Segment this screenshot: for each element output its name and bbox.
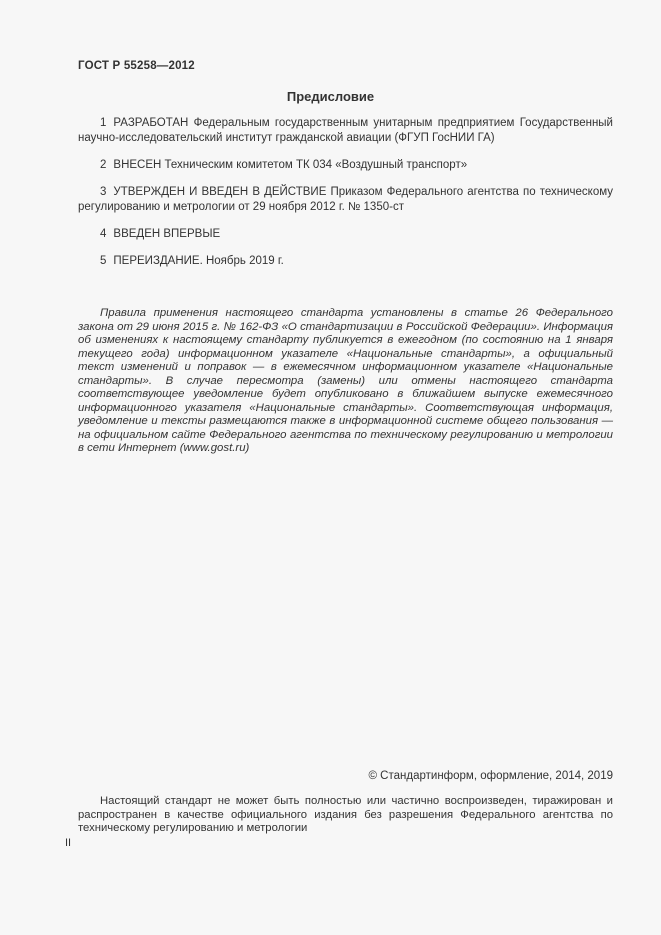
preface-heading: Предисловие — [286, 89, 375, 104]
preface-item — [78, 158, 613, 173]
preface-item-text: РАЗРАБОТАН Федеральным государственным унитарным предприятием Государственный научно-исследовательский институт гражданской авиации (ФГУП ГосНИИ ГА) — [78, 117, 613, 144]
preface-item-number: 5 — [100, 255, 107, 267]
preface-item-number: 2 — [100, 159, 107, 171]
preface-items — [78, 116, 613, 281]
preface-item-text: ПЕРЕИЗДАНИЕ. Ноябрь 2019 г. — [113, 255, 284, 267]
copyright-notice: © Стандартинформ, оформление, 2014, 2019 — [368, 770, 613, 782]
document-code: ГОСТ Р 55258—2012 — [78, 60, 195, 72]
preface-item-text: ВВЕДЕН ВПЕРВЫЕ — [113, 228, 221, 240]
preface-item-number: 4 — [100, 228, 107, 240]
preface-item-number: 3 — [100, 186, 107, 198]
preface-item — [78, 227, 613, 242]
legal-application-notice: Правила применения настоящего стандарта установлены в статье 26 Федерального закона от 29 июня 2015 г. № 162-ФЗ «О стандартизации в Российской Федерации». Информация об изменениях к настоящему стандарту публикуется в ежегодном (по состоянию на 1 января текущего года) информационном указателе «Национальные стандарты», а официальный текст изменений и поправок — в ежемесячном информационном указателе «Национальные стандарты». В случае пересмотра (замены) или отмены настоящего стандарта соответствующее уведомление будет опубликовано в ближайшем выпуске ежемесячного информационного указателя «Национальные стандарты». Соответствующая информация, уведомление и тексты размещаются также в информационной системе общего пользования — на официальном сайте Федерального агентства по техническому регулированию и метрологии в сети Интернет (www.gost.ru) — [78, 307, 613, 454]
preface-item — [78, 254, 613, 269]
preface-item — [78, 116, 613, 146]
preface-item — [78, 185, 613, 215]
preface-item-text: ВНЕСЕН Техническим комитетом ТК 034 «Воздушный транспорт» — [113, 159, 468, 171]
distribution-notice: Настоящий стандарт не может быть полностью или частично воспроизведен, тиражирован и распространен в качестве официального издания без разрешения Федерального агентства по техническому регулированию и метрологии — [78, 795, 613, 834]
page-number: II — [65, 837, 72, 849]
preface-item-text: УТВЕРЖДЕН И ВВЕДЕН В ДЕЙСТВИЕ Приказом Федерального агентства по техническому регулированию и метрологии от 29 ноября 2012 г. № 1350-ст — [78, 186, 613, 213]
preface-item-number: 1 — [100, 117, 107, 129]
